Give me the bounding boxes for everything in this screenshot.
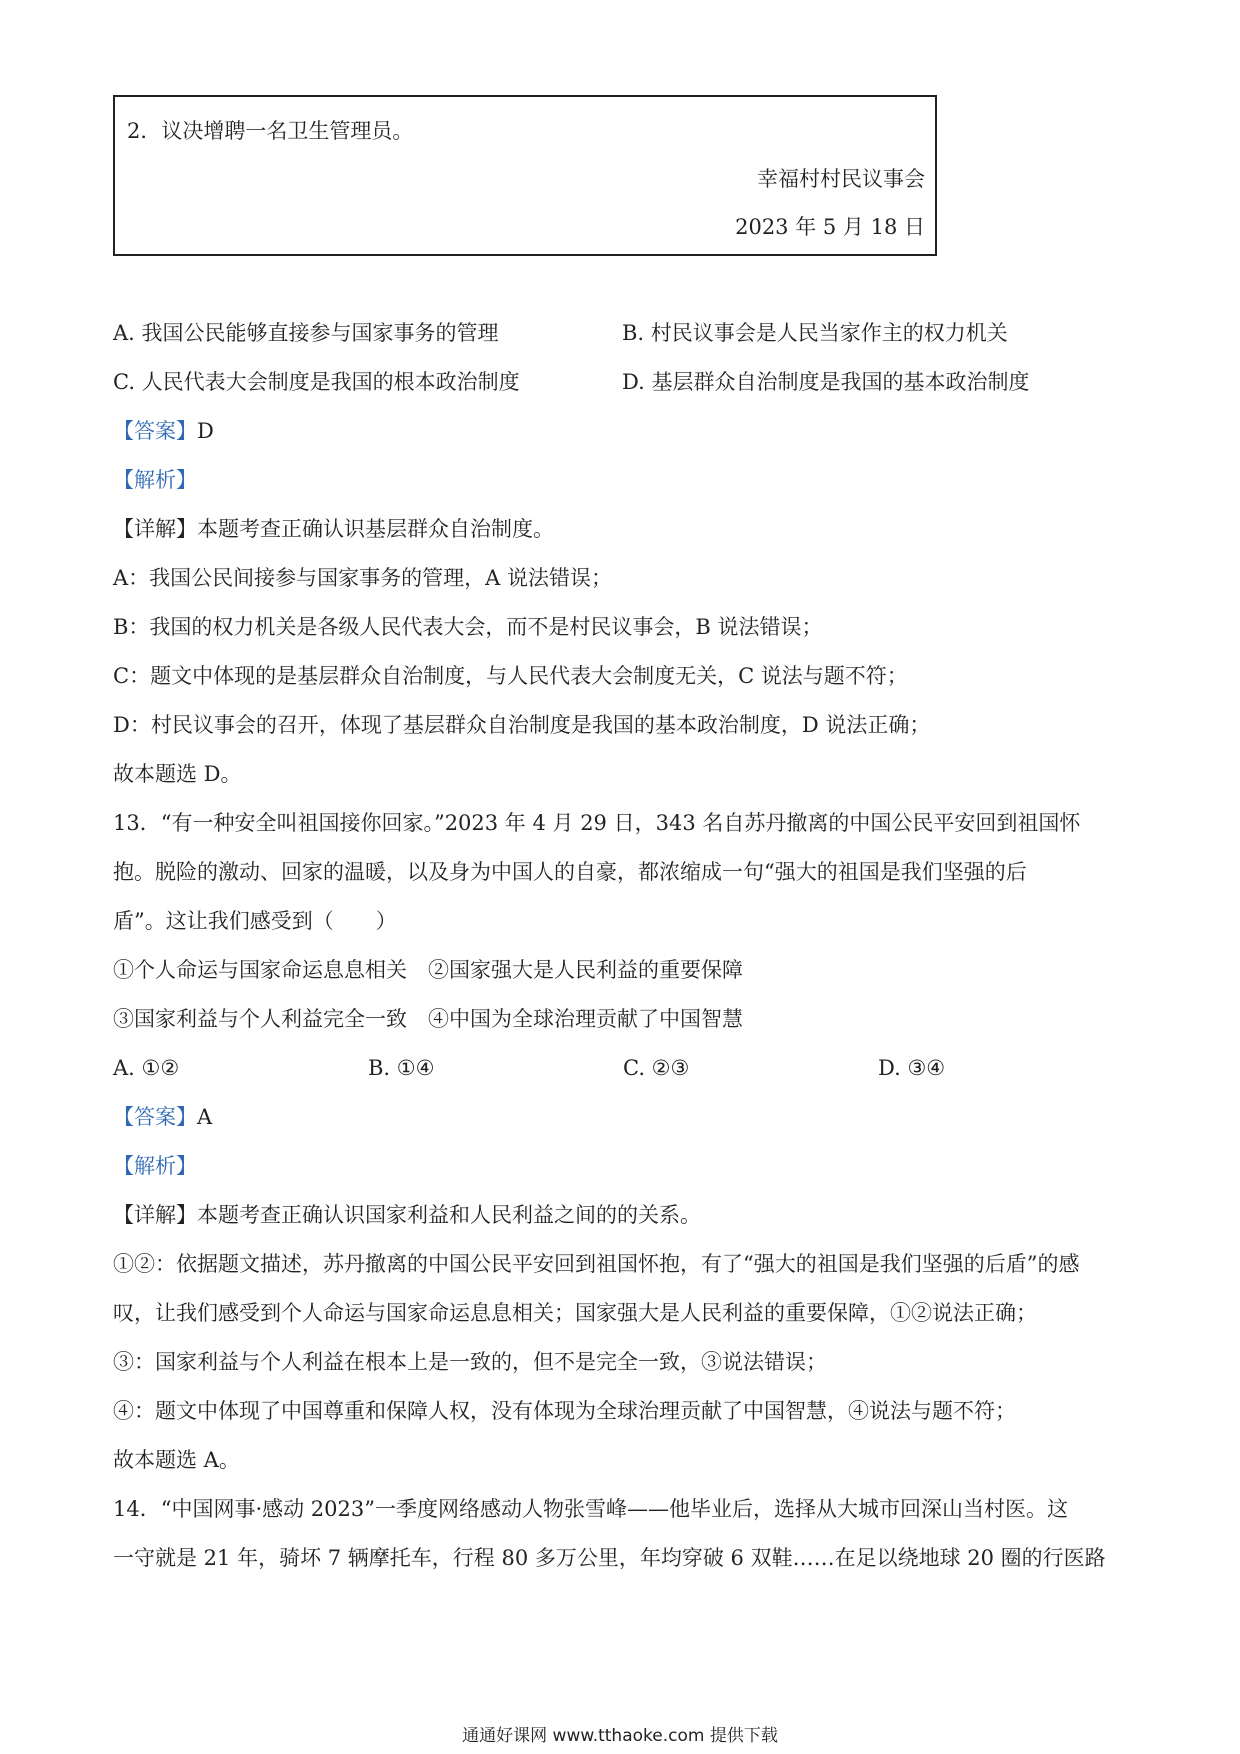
notice-date: 2023 年 5 月 18 日 [735, 215, 925, 239]
q13-conclusion: 故本题选 A。 [113, 1448, 240, 1472]
q12-option-d: D. 基层群众自治制度是我国的基本政治制度 [622, 370, 1030, 394]
q13-stem-line: 抱。脱险的激动、回家的温暖，以及身为中国人的自豪，都浓缩成一句“强大的祖国是我们坚强的后 [113, 860, 1027, 884]
q12-answer [113, 418, 214, 444]
q12-option-c: C. 人民代表大会制度是我国的根本政治制度 [113, 370, 520, 394]
answer-tag: 【答案】 [113, 1105, 197, 1129]
q13-stem-line: 13．“有一种安全叫祖国接你回家。”2023 年 4 月 29 日，343 名自苏丹撤离的中国公民平安回到祖国怀 [113, 811, 1081, 835]
answer-value: D [197, 419, 214, 443]
q13-stem-line: 盾”。这让我们感受到（ ） [113, 909, 397, 933]
q13-option-a: A. ①② [113, 1056, 180, 1080]
q12-analysis-tag: 【解析】 [113, 468, 197, 492]
q13-analysis-line: 叹，让我们感受到个人命运与国家命运息息相关；国家强大是人民利益的重要保障，①②说法正确； [113, 1301, 1037, 1325]
q13-statement: ③国家利益与个人利益完全一致 ④中国为全球治理贡献了中国智慧 [113, 1007, 743, 1031]
q12-analysis-line: B：我国的权力机关是各级人民代表大会，而不是村民议事会，B 说法错误； [113, 615, 823, 639]
q13-option-d: D. ③④ [878, 1056, 946, 1080]
q13-analysis-line: ④：题文中体现了中国尊重和保障人权，没有体现为全球治理贡献了中国智慧，④说法与题不符； [113, 1399, 1016, 1423]
q14-stem-line: 14．“中国网事·感动 2023”一季度网络感动人物张雪峰——他毕业后，选择从大城市回深山当村医。这 [113, 1497, 1068, 1521]
answer-value: A [197, 1105, 213, 1129]
answer-tag: 【答案】 [113, 419, 197, 443]
notice-signer: 幸福村村民议事会 [757, 167, 925, 191]
q13-statement: ①个人命运与国家命运息息相关 ②国家强大是人民利益的重要保障 [113, 958, 743, 982]
q12-analysis-line: D：村民议事会的召开，体现了基层群众自治制度是我国的基本政治制度，D 说法正确； [113, 713, 931, 737]
q12-option-a: A. 我国公民能够直接参与国家事务的管理 [113, 321, 499, 345]
q14-stem-line: 一守就是 21 年，骑坏 7 辆摩托车，行程 80 多万公里，年均穿破 6 双鞋……在足以绕地球 20 圈的行医路 [113, 1546, 1106, 1570]
q12-conclusion: 故本题选 D。 [113, 762, 242, 786]
q13-option-c: C. ②③ [623, 1056, 690, 1080]
q13-option-b: B. ①④ [368, 1056, 435, 1080]
q12-option-b: B. 村民议事会是人民当家作主的权力机关 [622, 321, 1008, 345]
q13-detail: 【详解】本题考查正确认识国家利益和人民利益之间的的关系。 [113, 1203, 701, 1227]
footer-download-note: 通通好课网 www.tthaoke.com 提供下载 [462, 1726, 778, 1746]
q13-analysis-line: ③：国家利益与个人利益在根本上是一致的，但不是完全一致，③说法错误； [113, 1350, 827, 1374]
q13-answer [113, 1104, 212, 1130]
q12-detail: 【详解】本题考查正确认识基层群众自治制度。 [113, 517, 554, 541]
q13-analysis-tag: 【解析】 [113, 1154, 197, 1178]
q13-analysis-line: ①②：依据题文描述，苏丹撤离的中国公民平安回到祖国怀抱，有了“强大的祖国是我们坚强的后盾”的感 [113, 1252, 1080, 1276]
q12-analysis-line: C：题文中体现的是基层群众自治制度，与人民代表大会制度无关，C 说法与题不符； [113, 664, 908, 688]
notice-item-2: 2．议决增聘一名卫生管理员。 [127, 119, 414, 143]
q12-analysis-line: A：我国公民间接参与国家事务的管理，A 说法错误； [113, 566, 613, 590]
